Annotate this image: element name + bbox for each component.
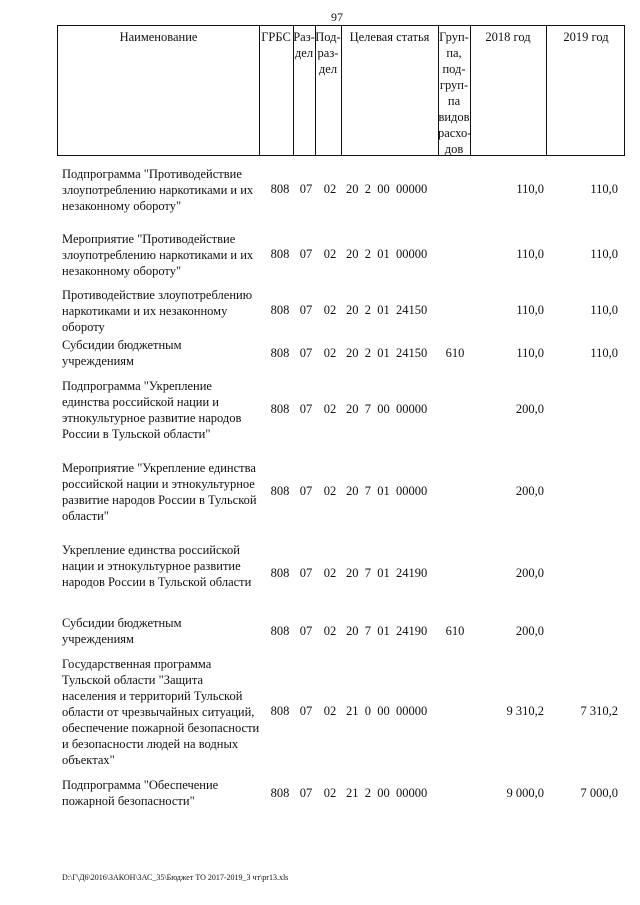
file-path-footer: D:\Г\Д6\2016\ЗАКОН\ЗАС_35\Бюджет ТО 2017-2019_3 чт\pr13.xls: [62, 873, 289, 882]
row-grbs: 808: [270, 624, 290, 638]
row-2018: 110,0: [516, 247, 544, 261]
row-target-article: 21 2 00 00000: [346, 786, 428, 800]
row-razdel: 07: [299, 402, 313, 416]
row-name: Подпрограмма "Противодействие злоупотреблению наркотиками и их незаконному обороту": [62, 167, 254, 213]
row-target-article: 21 0 00 00000: [346, 704, 428, 718]
row-target-article: 20 2 00 00000: [346, 182, 428, 196]
row-podrazdel: 02: [323, 182, 337, 196]
row-name: Противодействие злоупотреблению наркотиками и их незаконному обороту: [62, 288, 253, 334]
row-podrazdel: 02: [323, 346, 337, 360]
row-target-article: 20 2 01 24150: [346, 303, 428, 317]
row-name: Субсидии бюджетным учреждениям: [62, 616, 182, 646]
header-2019: 2019 год: [563, 30, 609, 44]
row-razdel: 07: [299, 624, 313, 638]
row-name: Подпрограмма "Обеспечение пожарной безопасности": [62, 778, 219, 808]
row-grbs: 808: [270, 704, 290, 718]
row-2018: 9 310,2: [506, 704, 544, 718]
row-2018: 200,0: [515, 484, 544, 498]
row-2019: 110,0: [590, 247, 618, 261]
row-2019: 110,0: [590, 303, 618, 317]
column-divider: [546, 26, 547, 155]
row-target-article: 20 2 01 24150: [346, 346, 428, 360]
row-name: Субсидии бюджетным учреждениям: [62, 338, 182, 368]
row-razdel: 07: [299, 247, 313, 261]
header-target-article: Целевая статья: [349, 30, 430, 44]
row-podrazdel: 02: [323, 704, 337, 718]
row-name: Государственная программа Тульской области "Защита населения и территорий Тульской области от чрезвычайных ситуаций, обеспечение пожарной безопасности и безопасности людей на водных объектах": [62, 657, 260, 767]
column-divider: [259, 26, 260, 155]
row-2019: 7 000,0: [580, 786, 618, 800]
row-2019: 110,0: [590, 346, 618, 360]
row-razdel: 07: [299, 346, 313, 360]
column-divider: [341, 26, 342, 155]
row-razdel: 07: [299, 484, 313, 498]
header-name: Наименование: [119, 30, 198, 44]
row-target-article: 20 2 01 00000: [346, 247, 428, 261]
header-expense-type: Груп- па, под- груп- па видов расхо- дов: [438, 30, 472, 156]
row-grbs: 808: [270, 182, 290, 196]
row-podrazdel: 02: [323, 786, 337, 800]
row-podrazdel: 02: [323, 247, 337, 261]
row-2018: 200,0: [515, 624, 544, 638]
row-expense-type: 610: [445, 624, 465, 638]
row-podrazdel: 02: [323, 303, 337, 317]
row-grbs: 808: [270, 346, 290, 360]
row-razdel: 07: [299, 786, 313, 800]
row-razdel: 07: [299, 566, 313, 580]
row-grbs: 808: [270, 303, 290, 317]
row-target-article: 20 7 00 00000: [346, 402, 428, 416]
row-2018: 110,0: [516, 182, 544, 196]
header-podrazdel: Под- раз- дел: [315, 30, 341, 76]
row-target-article: 20 7 01 24190: [346, 566, 428, 580]
row-razdel: 07: [299, 182, 313, 196]
row-name: Мероприятие "Противодействие злоупотреблению наркотиками и их незаконному обороту": [62, 232, 254, 278]
row-razdel: 07: [299, 303, 313, 317]
row-expense-type: 610: [445, 346, 465, 360]
row-name: Укрепление единства российской нации и этнокультурное развитие народов России в Тульской области: [62, 543, 252, 589]
header-razdel: Раз- дел: [293, 30, 315, 60]
table-header: [57, 25, 625, 156]
row-grbs: 808: [270, 786, 290, 800]
row-grbs: 808: [270, 402, 290, 416]
row-target-article: 20 7 01 24190: [346, 624, 428, 638]
row-razdel: 07: [299, 704, 313, 718]
row-2018: 9 000,0: [506, 786, 544, 800]
header-grbs: ГРБС: [261, 30, 291, 44]
row-name: Мероприятие "Укрепление единства российской нации и этнокультурное развитие народов России в Тульской области": [62, 461, 257, 523]
row-grbs: 808: [270, 566, 290, 580]
row-2018: 110,0: [516, 303, 544, 317]
header-2018: 2018 год: [485, 30, 531, 44]
row-grbs: 808: [270, 247, 290, 261]
row-podrazdel: 02: [323, 566, 337, 580]
row-2019: 110,0: [590, 182, 618, 196]
page-number: 97: [331, 10, 343, 24]
row-name: Подпрограмма "Укрепление единства российской нации и этнокультурное развитие народов России в Тульской области": [62, 379, 242, 441]
row-2018: 200,0: [515, 402, 544, 416]
row-2018: 110,0: [516, 346, 544, 360]
row-podrazdel: 02: [323, 484, 337, 498]
row-2018: 200,0: [515, 566, 544, 580]
row-podrazdel: 02: [323, 624, 337, 638]
row-podrazdel: 02: [323, 402, 337, 416]
row-target-article: 20 7 01 00000: [346, 484, 428, 498]
row-grbs: 808: [270, 484, 290, 498]
row-2019: 7 310,2: [580, 704, 618, 718]
